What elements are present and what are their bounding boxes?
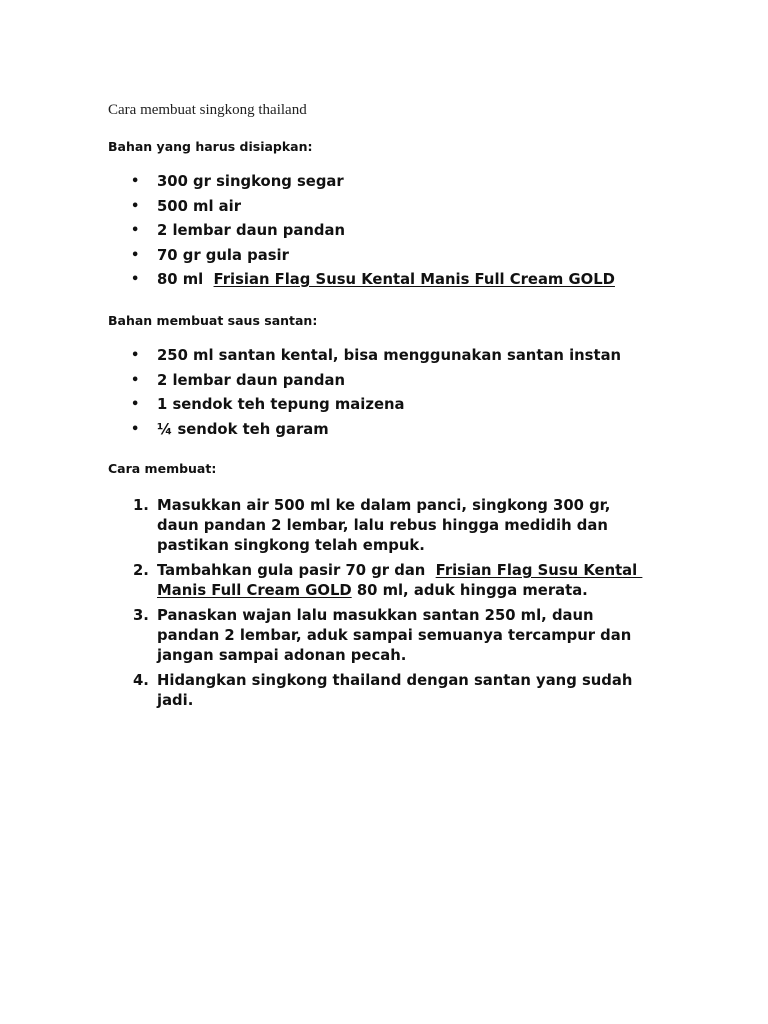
bullet-icon: • bbox=[131, 397, 140, 412]
sauce-list bbox=[0, 346, 768, 444]
bullet-icon: • bbox=[131, 421, 140, 437]
bullet-icon: • bbox=[131, 247, 140, 263]
list-item: • 500 ml air bbox=[131, 197, 242, 215]
list-item: 4. Hidangkan singkong thailand dengan santan yang sudah jadi. bbox=[133, 672, 633, 709]
list-item: • 2 lembar daun pandan bbox=[131, 371, 346, 389]
list-item: • 250 ml santan kental, bisa menggunakan santan instan bbox=[131, 347, 622, 364]
list-item: • 2 lembar daun pandan bbox=[131, 222, 346, 239]
step-number: 2. bbox=[133, 562, 149, 579]
step-number: 4. bbox=[133, 672, 149, 689]
sauce-heading: Bahan membuat saus santan: bbox=[108, 313, 318, 328]
list-item: • 300 gr singkong segar bbox=[131, 173, 344, 190]
product-link[interactable]: Frisian Flag Susu Kental bbox=[435, 562, 643, 579]
bullet-icon: • bbox=[131, 348, 140, 363]
bullet-icon: • bbox=[131, 174, 140, 189]
step-number: 3. bbox=[133, 607, 149, 624]
bullet-icon: • bbox=[131, 272, 140, 287]
product-link[interactable]: Frisian Flag Susu Kental Manis Full Cream GOLD bbox=[213, 271, 615, 288]
item-prefix: 80 ml bbox=[157, 271, 209, 288]
ingredients-heading: Bahan yang harus disiapkan: bbox=[108, 139, 313, 154]
step-number: 1. bbox=[133, 497, 149, 514]
bullet-icon: • bbox=[131, 198, 140, 214]
list-item: • ¼ sendok teh garam bbox=[131, 420, 329, 438]
list-item: 2. Tambahkan gula pasir 70 gr dan Frisian Flag Susu Kental Manis Full Cream GOLD 80 ml, aduk hingga merata. bbox=[133, 562, 643, 599]
document-title: Cara membuat singkong thailand bbox=[108, 102, 307, 118]
ingredients-list bbox=[0, 172, 768, 295]
steps-heading: Cara membuat: bbox=[108, 461, 217, 476]
product-link[interactable]: Manis Full Cream GOLD bbox=[157, 582, 352, 599]
bullet-icon: • bbox=[131, 372, 140, 388]
bullet-icon: • bbox=[131, 223, 140, 238]
list-item: 3. Panaskan wajan lalu masukkan santan 250 ml, daun pandan 2 lembar, aduk sampai semuanya tercampur dan jangan sampai adonan pecah. bbox=[133, 607, 632, 664]
list-item: 1. Masukkan air 500 ml ke dalam panci, singkong 300 gr, daun pandan 2 lembar, lalu rebus hingga medidih dan pastikan singkong telah empuk. bbox=[133, 497, 611, 554]
steps-list bbox=[0, 496, 768, 716]
list-item bbox=[0, 270, 768, 295]
list-item: • 70 gr gula pasir bbox=[131, 246, 289, 264]
list-item: • 1 sendok teh tepung maizena bbox=[131, 396, 405, 413]
